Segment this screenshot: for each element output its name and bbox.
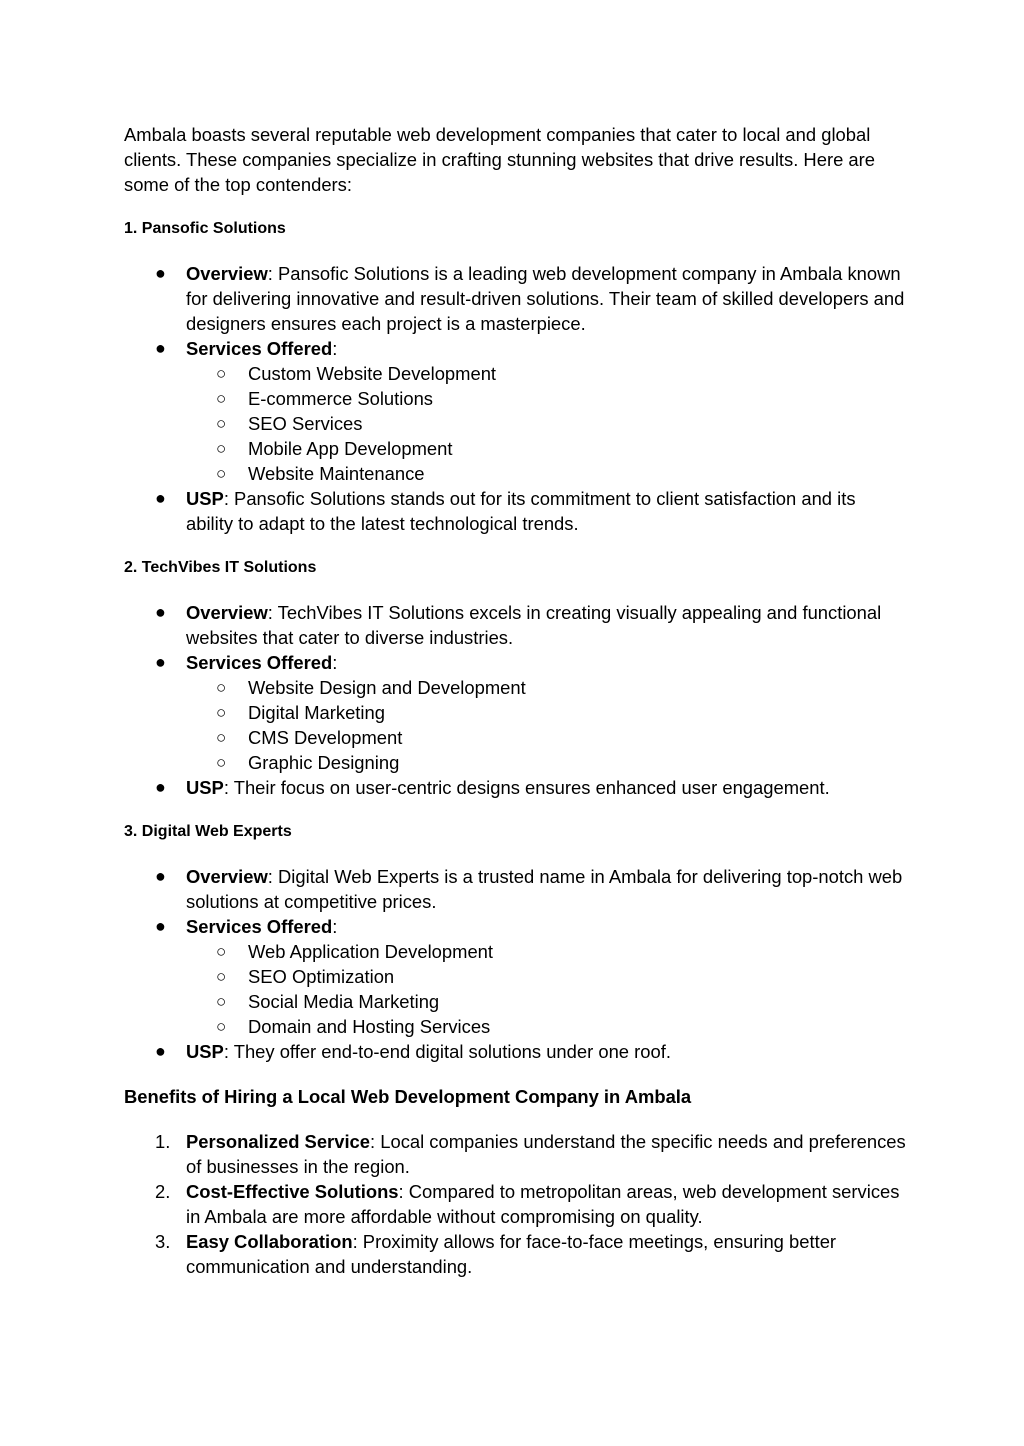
service-list-item: ○ SEO Services <box>216 413 363 434</box>
services-item: ● Services Offered: <box>155 652 338 673</box>
services-label: Services Offered <box>186 338 333 359</box>
services-label: Services Offered <box>186 916 333 937</box>
bullet-icon: ● <box>155 488 166 508</box>
hollow-bullet-icon: ○ <box>216 464 227 483</box>
company-details-techvibes <box>0 600 1024 800</box>
hollow-bullet-icon: ○ <box>216 364 227 383</box>
list-number: 1. <box>155 1131 171 1152</box>
intro-paragraph: Ambala boasts several reputable web development companies that cater to local and global clients. These companies specialize in crafting stunning websites that drive results. Here are some of the top contenders: <box>124 124 875 195</box>
overview-text: : TechVibes IT Solutions excels in creating visually appealing and functional websites that cater to diverse industries. <box>186 602 882 648</box>
hollow-bullet-icon: ○ <box>216 439 227 458</box>
bullet-icon: ● <box>155 602 166 622</box>
benefit-label: Cost-Effective Solutions <box>186 1181 399 1202</box>
benefit-text: : Proximity allows for face-to-face meetings, ensuring better communication and understanding. <box>186 1231 837 1277</box>
bullet-icon: ● <box>155 338 166 358</box>
benefit-label: Easy Collaboration <box>186 1231 353 1252</box>
hollow-bullet-icon: ○ <box>216 678 227 697</box>
service-list-item: ○ Website Maintenance <box>216 463 425 484</box>
service-list-item: ○ E-commerce Solutions <box>216 388 433 409</box>
hollow-bullet-icon: ○ <box>216 728 227 747</box>
overview-label: Overview <box>186 602 268 623</box>
overview-label: Overview <box>186 866 268 887</box>
usp-label: USP <box>186 488 224 509</box>
service-list-item: ○ Domain and Hosting Services <box>216 1016 491 1037</box>
overview-label: Overview <box>186 263 268 284</box>
company-heading-techvibes: 2. TechVibes IT Solutions <box>124 559 317 576</box>
services-item: ● Services Offered: <box>155 338 338 359</box>
usp-text: : They offer end-to-end digital solutions under one roof. <box>223 1041 671 1062</box>
company-heading-digital-web-experts: 3. Digital Web Experts <box>124 823 292 840</box>
usp-label: USP <box>186 1041 224 1062</box>
company-details-pansofic <box>0 261 1024 536</box>
services-label: Services Offered <box>186 652 333 673</box>
hollow-bullet-icon: ○ <box>216 389 227 408</box>
bullet-icon: ● <box>155 916 166 936</box>
bullet-icon: ● <box>155 652 166 672</box>
benefit-label: Personalized Service <box>186 1131 371 1152</box>
service-list-item: ○ Digital Marketing <box>216 702 385 723</box>
usp-text: : Pansofic Solutions stands out for its commitment to client satisfaction and its ability to adapt to the latest technological trends. <box>186 488 856 534</box>
usp-text: : Their focus on user-centric designs ensures enhanced user engagement. <box>223 777 830 798</box>
benefit-text: : Local companies understand the specific needs and preferences of businesses in the region. <box>186 1131 906 1177</box>
benefits-list <box>0 1129 1024 1279</box>
benefit-item <box>0 1129 1024 1179</box>
service-list-item: ○ Web Application Development <box>216 941 494 962</box>
service-list-item: ○ SEO Optimization <box>216 966 395 987</box>
hollow-bullet-icon: ○ <box>216 703 227 722</box>
service-list-item: ○ Custom Website Development <box>216 363 497 384</box>
bullet-icon: ● <box>155 263 166 283</box>
hollow-bullet-icon: ○ <box>216 992 227 1011</box>
benefit-item <box>0 1179 1024 1229</box>
hollow-bullet-icon: ○ <box>216 942 227 961</box>
hollow-bullet-icon: ○ <box>216 967 227 986</box>
usp-item <box>0 775 1024 800</box>
bullet-icon: ● <box>155 866 166 886</box>
overview-item <box>0 261 1024 336</box>
overview-item <box>0 600 1024 650</box>
bullet-icon: ● <box>155 777 166 797</box>
benefit-text: : Compared to metropolitan areas, web development services in Ambala are more affordable without compromising on quality. <box>186 1181 900 1227</box>
service-list-item: ○ Website Design and Development <box>216 677 526 698</box>
hollow-bullet-icon: ○ <box>216 414 227 433</box>
benefit-item <box>0 1229 1024 1279</box>
benefits-heading: Benefits of Hiring a Local Web Development Company in Ambala <box>124 1086 692 1107</box>
overview-text: : Digital Web Experts is a trusted name in Ambala for delivering top-notch web solutions at competitive prices. <box>186 866 903 912</box>
hollow-bullet-icon: ○ <box>216 753 227 772</box>
service-list-item: ○ Social Media Marketing <box>216 991 440 1012</box>
company-heading-pansofic: 1. Pansofic Solutions <box>124 220 286 237</box>
services-item: ● Services Offered: <box>155 916 338 937</box>
usp-item <box>0 1039 1024 1064</box>
list-number: 2. <box>155 1181 171 1202</box>
company-details-digital-web-experts <box>0 864 1024 1064</box>
hollow-bullet-icon: ○ <box>216 1017 227 1036</box>
service-list-item: ○ Graphic Designing <box>216 752 400 773</box>
service-list-item: ○ Mobile App Development <box>216 438 453 459</box>
service-list-item: ○ CMS Development <box>216 727 403 748</box>
list-number: 3. <box>155 1231 171 1252</box>
overview-text: : Pansofic Solutions is a leading web development company in Ambala known for delivering innovative and result-driven solutions. Their team of skilled developers and designers ensures each project is a masterpiece. <box>186 263 905 334</box>
usp-label: USP <box>186 777 224 798</box>
usp-item <box>0 486 1024 536</box>
overview-item <box>0 864 1024 914</box>
bullet-icon: ● <box>155 1041 166 1061</box>
